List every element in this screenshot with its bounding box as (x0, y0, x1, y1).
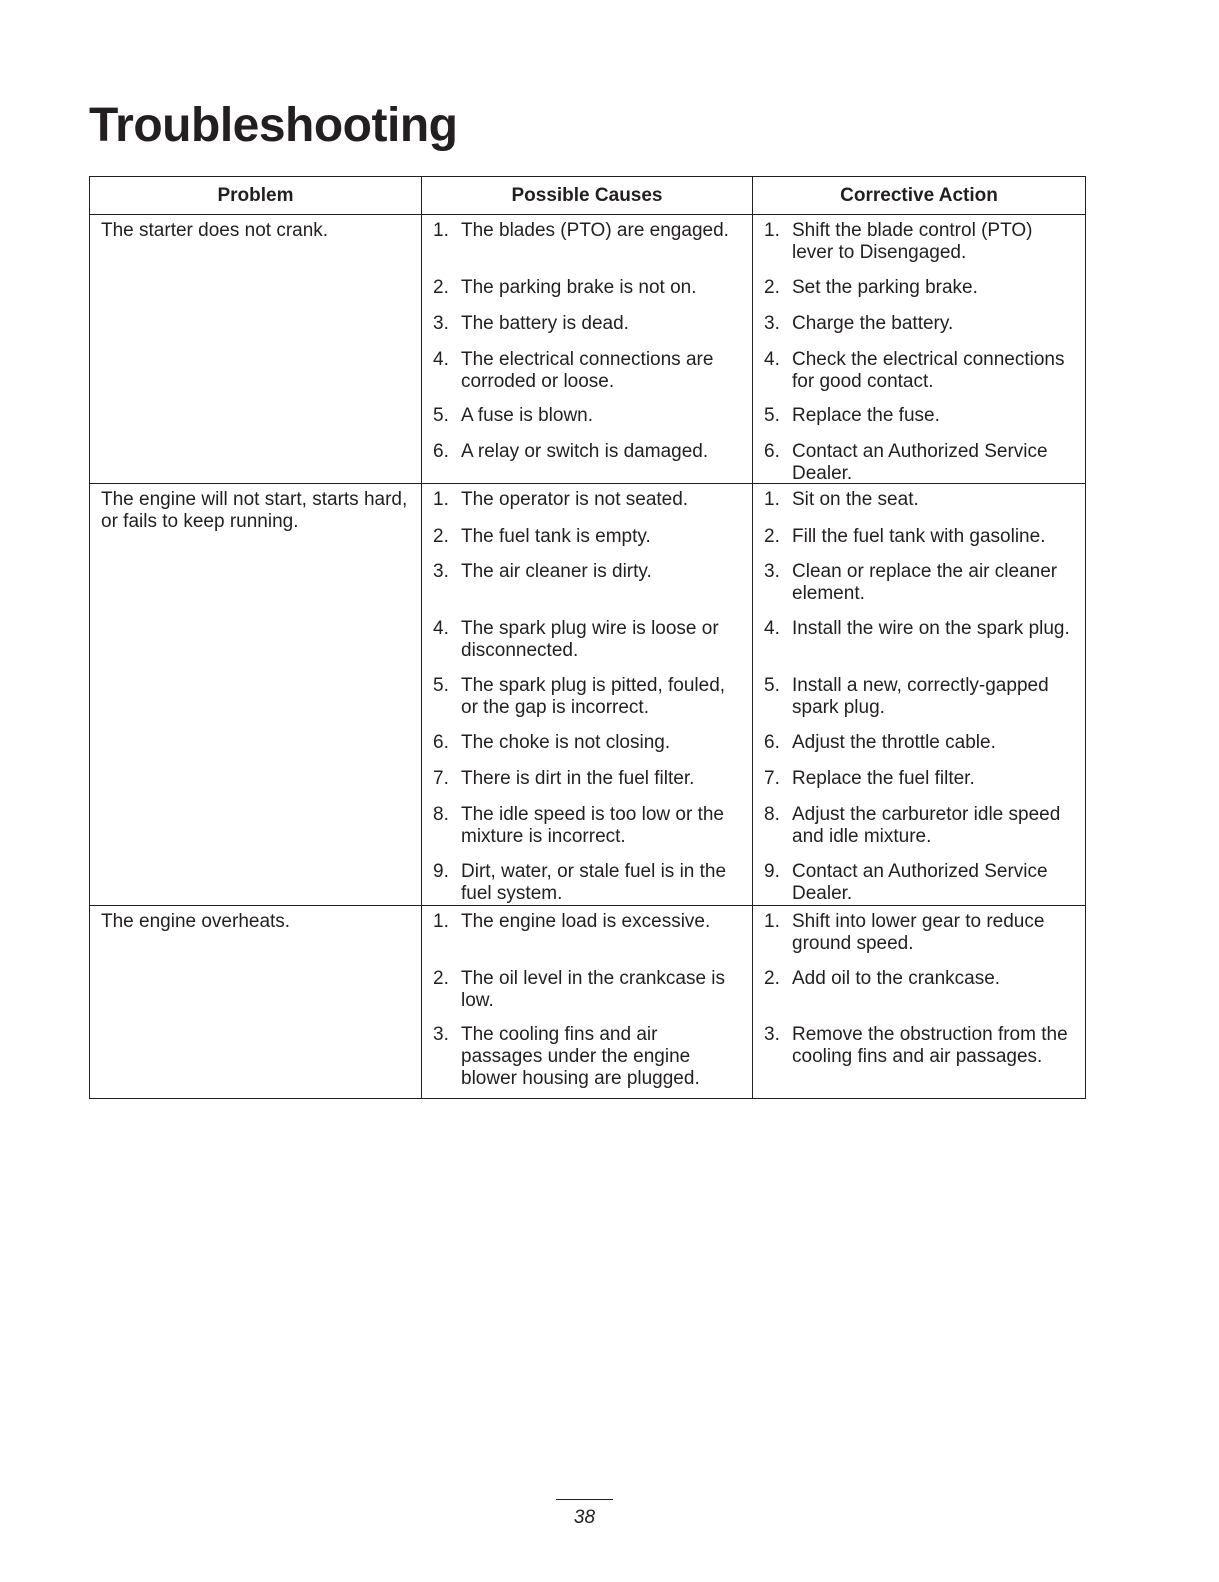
cause-list (433, 489, 742, 904)
action-item-text: Charge the battery. (792, 313, 954, 334)
cause-item (433, 561, 742, 618)
actions-cell (753, 906, 1086, 1099)
action-item (764, 1024, 1075, 1094)
cause-item (433, 618, 742, 675)
cause-item-text: The battery is dead. (461, 313, 629, 334)
cause-item (433, 968, 742, 1024)
causes-cell (422, 906, 753, 1099)
action-item-text: Add oil to the crankcase. (792, 968, 1001, 989)
cause-item-text: The engine load is excessive. (461, 911, 711, 932)
action-item-number: 4. (764, 618, 780, 639)
action-item-text: Contact an Authorized Service Dealer. (792, 441, 1048, 484)
action-item-text: Adjust the throttle cable. (792, 732, 996, 753)
cause-list (433, 220, 742, 479)
action-item (764, 618, 1075, 675)
cause-item-text: The cooling fins and air passages under the engine blower housing are plugged. (461, 1024, 700, 1089)
action-item-text: Shift into lower gear to reduce ground speed. (792, 911, 1045, 954)
cause-item-text: The parking brake is not on. (461, 277, 697, 298)
action-item-text: Check the electrical connections for good contact. (792, 349, 1065, 392)
actions-cell (753, 215, 1086, 484)
action-list (764, 489, 1075, 904)
cause-item-text: The operator is not seated. (461, 489, 689, 510)
cause-item-text: The oil level in the crankcase is low. (461, 968, 726, 1011)
problem-text: The engine overheats. (101, 911, 291, 932)
action-item (764, 861, 1075, 904)
page-title: Troubleshooting (89, 99, 458, 152)
cause-item-text: A fuse is blown. (461, 405, 594, 426)
problem-text: The engine will not start, starts hard, or fails to keep running. (101, 489, 408, 532)
cause-item-number: 7. (433, 768, 449, 789)
column-header-problem: Problem (90, 177, 422, 215)
cause-item-number: 6. (433, 441, 449, 462)
action-item-text: Install the wire on the spark plug. (792, 618, 1070, 639)
cause-item-text: The idle speed is too low or the mixture is incorrect. (461, 804, 724, 847)
action-item-text: Sit on the seat. (792, 489, 919, 510)
action-item-number: 9. (764, 861, 780, 882)
cause-item-number: 9. (433, 861, 449, 882)
cause-item (433, 804, 742, 861)
troubleshooting-table (89, 176, 1086, 1099)
action-item-number: 3. (764, 1024, 780, 1045)
problem-cell (90, 215, 422, 484)
action-item-number: 1. (764, 489, 780, 510)
action-item (764, 675, 1075, 732)
action-item-number: 7. (764, 768, 780, 789)
cause-item (433, 277, 742, 313)
action-item-number: 2. (764, 277, 780, 298)
action-item-text: Adjust the carburetor idle speed and idle mixture. (792, 804, 1061, 847)
causes-cell (422, 215, 753, 484)
cause-item (433, 1024, 742, 1094)
actions-cell (753, 484, 1086, 906)
cause-item-text: The choke is not closing. (461, 732, 671, 753)
cause-item-text: The electrical connections are corroded or loose. (461, 349, 714, 392)
cause-item (433, 313, 742, 349)
action-item (764, 768, 1075, 804)
cause-item (433, 349, 742, 405)
column-header-actions: Corrective Action (753, 177, 1086, 215)
action-item-text: Replace the fuse. (792, 405, 940, 426)
cause-item-text: The spark plug wire is loose or disconnected. (461, 618, 719, 661)
cause-item-number: 2. (433, 526, 449, 547)
action-item-text: Set the parking brake. (792, 277, 978, 298)
action-item-number: 1. (764, 220, 780, 241)
cause-item-number: 1. (433, 220, 449, 241)
cause-item (433, 489, 742, 526)
cause-item-text: The blades (PTO) are engaged. (461, 220, 729, 241)
table-header-row (90, 177, 1086, 215)
action-item (764, 804, 1075, 861)
action-item (764, 405, 1075, 441)
action-item-number: 5. (764, 675, 780, 696)
cause-item-number: 2. (433, 968, 449, 989)
causes-cell (422, 484, 753, 906)
table-row (90, 484, 1086, 906)
table-row (90, 215, 1086, 484)
action-item (764, 441, 1075, 484)
action-item (764, 561, 1075, 618)
cause-item (433, 526, 742, 561)
cause-item (433, 405, 742, 441)
action-item (764, 277, 1075, 313)
problem-cell (90, 484, 422, 906)
action-item (764, 220, 1075, 277)
cause-item (433, 861, 742, 904)
action-item-number: 1. (764, 911, 780, 932)
action-item-text: Replace the fuel filter. (792, 768, 975, 789)
cause-item-number: 2. (433, 277, 449, 298)
cause-item-number: 4. (433, 618, 449, 639)
action-item-number: 6. (764, 441, 780, 462)
cause-item-text: There is dirt in the fuel filter. (461, 768, 695, 789)
action-item-number: 2. (764, 526, 780, 547)
problem-text: The starter does not crank. (101, 220, 329, 241)
cause-item (433, 911, 742, 968)
action-item-number: 3. (764, 313, 780, 334)
cause-item-number: 5. (433, 675, 449, 696)
action-item (764, 313, 1075, 349)
cause-item-text: The spark plug is pitted, fouled, or the gap is incorrect. (461, 675, 726, 718)
cause-item-text: A relay or switch is damaged. (461, 441, 709, 462)
action-item-number: 6. (764, 732, 780, 753)
action-item (764, 526, 1075, 561)
action-item (764, 968, 1075, 1024)
action-item-number: 4. (764, 349, 780, 370)
cause-item-text: The fuel tank is empty. (461, 526, 651, 547)
problem-cell (90, 906, 422, 1099)
cause-item-number: 4. (433, 349, 449, 370)
cause-item (433, 675, 742, 732)
cause-item-number: 5. (433, 405, 449, 426)
action-item-number: 8. (764, 804, 780, 825)
cause-item-number: 3. (433, 1024, 449, 1045)
cause-item-number: 3. (433, 313, 449, 334)
action-item (764, 732, 1075, 768)
cause-item-number: 3. (433, 561, 449, 582)
action-item-text: Install a new, correctly-gapped spark plug. (792, 675, 1049, 718)
cause-item (433, 220, 742, 277)
action-item-text: Shift the blade control (PTO) lever to Disengaged. (792, 220, 1033, 263)
action-list (764, 220, 1075, 484)
action-item-number: 3. (764, 561, 780, 582)
action-item (764, 349, 1075, 405)
action-item (764, 911, 1075, 968)
cause-item-text: The air cleaner is dirty. (461, 561, 652, 582)
page-number: 38 (556, 1499, 613, 1529)
action-item-number: 2. (764, 968, 780, 989)
action-item-text: Contact an Authorized Service Dealer. (792, 861, 1048, 904)
cause-item-text: Dirt, water, or stale fuel is in the fuel system. (461, 861, 727, 904)
action-item-text: Remove the obstruction from the cooling fins and air passages. (792, 1024, 1068, 1067)
cause-item-number: 6. (433, 732, 449, 753)
table-row (90, 906, 1086, 1099)
action-item-text: Clean or replace the air cleaner element. (792, 561, 1058, 604)
action-list (764, 911, 1075, 1094)
cause-item-number: 1. (433, 489, 449, 510)
cause-item (433, 441, 742, 479)
action-item-number: 5. (764, 405, 780, 426)
cause-item-number: 8. (433, 804, 449, 825)
cause-item (433, 768, 742, 804)
column-header-causes: Possible Causes (422, 177, 753, 215)
cause-list (433, 911, 742, 1094)
cause-item-number: 1. (433, 911, 449, 932)
action-item-text: Fill the fuel tank with gasoline. (792, 526, 1046, 547)
action-item (764, 489, 1075, 526)
cause-item (433, 732, 742, 768)
